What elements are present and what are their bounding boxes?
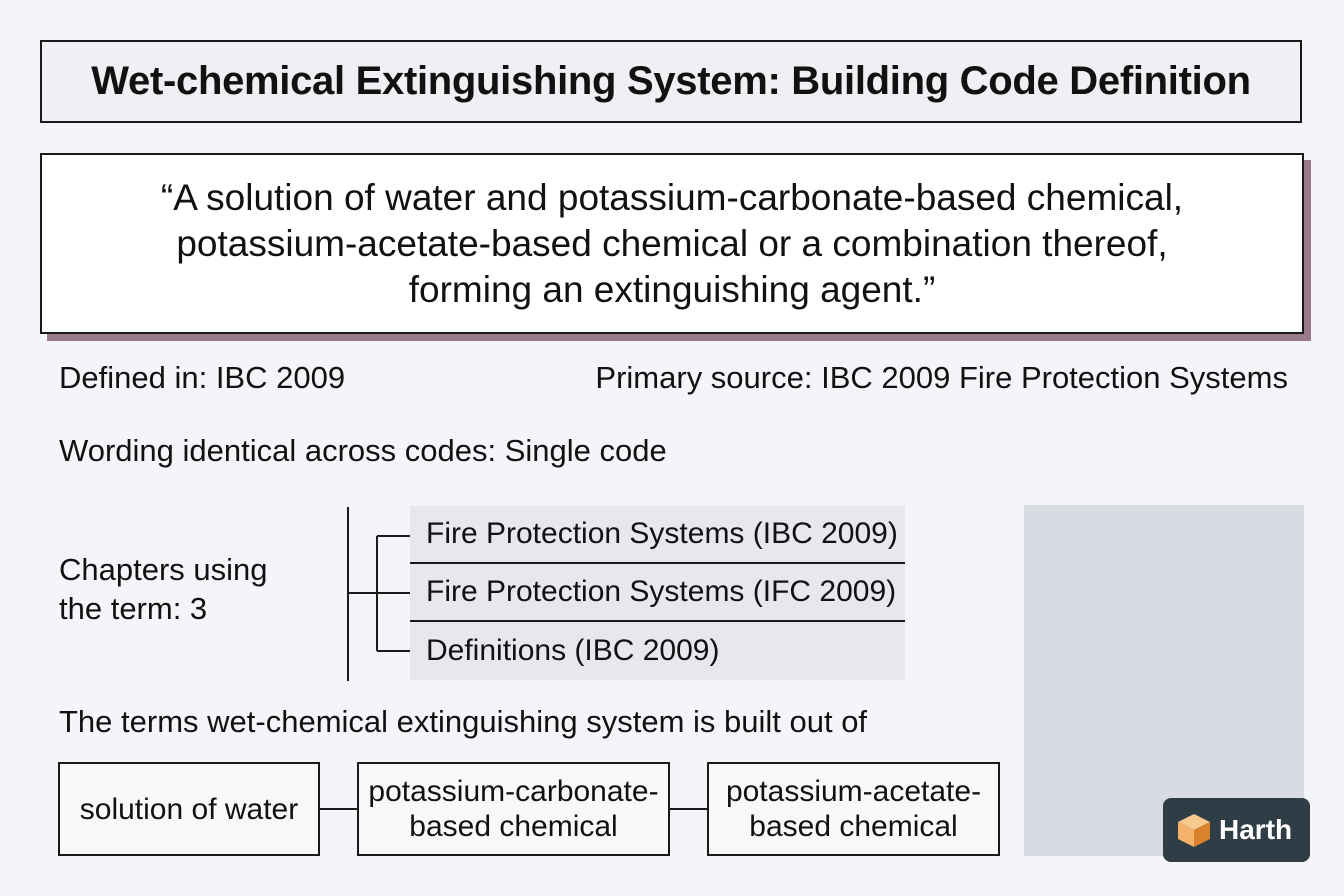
- cube-icon: [1175, 811, 1213, 849]
- chapter-item-label: Fire Protection Systems (IBC 2009): [426, 517, 898, 550]
- chapter-item-label: Definitions (IBC 2009): [426, 634, 720, 667]
- component-label-line1: potassium-carbonate-: [368, 775, 659, 808]
- chapters-label: [59, 550, 299, 628]
- chapters-label-line1: Chapters using: [59, 552, 268, 587]
- chapter-item-ibc-fire-protection: [410, 506, 905, 564]
- component-connector: [320, 808, 358, 810]
- brand-logo-text: Harth: [1219, 814, 1293, 845]
- brand-logo: [1163, 798, 1310, 862]
- chapter-item-ifc-fire-protection: [410, 564, 905, 622]
- component-solution-of-water: [58, 762, 320, 856]
- component-label-line1: potassium-acetate-: [725, 775, 982, 808]
- primary-source-text: Primary source: IBC 2009 Fire Protection Systems: [595, 360, 1288, 395]
- component-label-line2: based chemical: [749, 810, 958, 843]
- title-banner: [40, 40, 1302, 123]
- page-title: Wet-chemical Extinguishing System: Building Code Definition: [91, 59, 1251, 103]
- definition-box: [40, 153, 1304, 334]
- component-connector: [670, 808, 708, 810]
- component-label-line2: based chemical: [409, 810, 618, 843]
- defined-in-text: Defined in: IBC 2009: [59, 360, 346, 395]
- definition-text: “A solution of water and potassium-carbonate-based chemical, potassium-acetate-based chemical or a combination thereof, forming an extinguishing agent.”: [160, 176, 1184, 310]
- chapter-item-ibc-definitions: [410, 622, 905, 680]
- component-label-line1: solution of water: [79, 792, 299, 826]
- built-out-of-label: The terms wet-chemical extinguishing system is built out of: [59, 704, 868, 739]
- wording-text: Wording identical across codes: Single code: [59, 433, 667, 468]
- chapters-label-line2: the term: 3: [59, 591, 208, 626]
- component-potassium-acetate: [707, 762, 1000, 856]
- chapters-tree-connector: [340, 505, 415, 685]
- chapter-item-label: Fire Protection Systems (IFC 2009): [426, 575, 897, 608]
- component-potassium-carbonate: [357, 762, 670, 856]
